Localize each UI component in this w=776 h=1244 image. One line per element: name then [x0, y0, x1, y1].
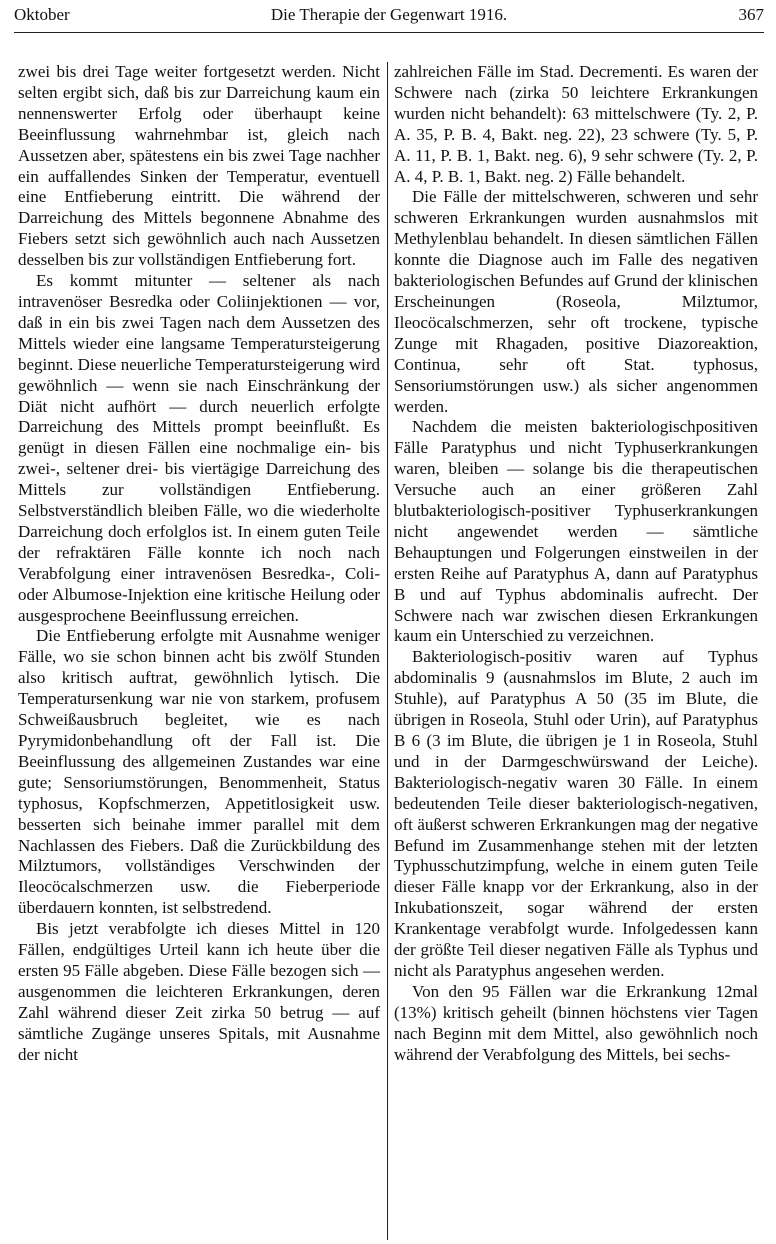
left-column — [18, 62, 380, 1066]
running-header — [14, 4, 764, 30]
right-column — [394, 62, 758, 1066]
paragraph: zwei bis drei Tage weiter fortgesetzt werden. Nicht selten ergibt sich, daß bis zur Darreichung kaum ein nennenswerter Erfolg oder überhaupt keine Beeinflussung wahrnehmbar ist, gleich nach Aussetzen aber, spätestens ein bis zwei Tage nachher ein auffallendes Sinken der Temperatur, eventuell eine Entfieberung eintritt. Die während der Darreichung des Mittels begonnene Abnahme des Fiebers setzt sich gewöhnlich auch nach Aussetzen desselben bis zur vollständigen Entfieberung fort. — [18, 62, 380, 270]
paragraph: Es kommt mitunter — seltener als nach intravenöser Besredka oder Coliinjektionen — vor, daß in ein bis zwei Tagen nach dem Aussetzen des Mittels wieder eine langsame Temperatursteigerung beginnt. Diese neuerliche Temperatursteigerung wird gewöhnlich — wenn sie nach Einschränkung der Diät nicht aufhört — durch neuerlich erfolgte Darreichung des Mittels prompt beeinflußt. Es genügt in diesen Fällen eine nochmalige ein- bis zwei-, seltener drei- bis viertägige Darreichung des Mittels zur vollständigen Entfieberung. Selbstverständlich bleiben Fälle, wo die wiederholte Darreichung doch erfolglos ist. In einem guten Teile der refraktären Fälle konnte ich noch nach Verabfolgung einer intravenösen Besredka-, Coli- oder Albumose-Injektion eine kritische Heilung oder ausgesprochene Beeinflussung erreichen. — [18, 271, 380, 625]
paragraph: Bakteriologisch-positiv waren auf Typhus abdominalis 9 (ausnahmslos im Blute, 2 auch im Stuhle), auf Paratyphus A 50 (35 im Blute, die übrigen in Roseola, Stuhl oder Urin), auf Paratyphus B 6 (3 im Blute, die übrigen je 1 in Roseola, Stuhl und in der Darmgeschwürswand der Leiche). Bakteriologisch-negativ waren 30 Fälle. In einem bedeutenden Teile dieser bakteriologisch-negativen, oft äußerst schweren Erkrankungen mag der negative Befund im Zusammenhange stehen mit der letzten Typhusschutzimpfung, welche in einem guten Teile dieser Fälle knapp vor der Erkrankung, also in der Inkubationszeit, sogar während der ersten Krankentage verabfolgt wurde. Infolgedessen kann der größte Teil dieser negativen Fälle als Typhus und nicht als Paratyphus angesehen werden. — [394, 647, 758, 980]
header-rule — [14, 32, 764, 33]
paragraph: zahlreichen Fälle im Stad. Decrementi. Es waren der Schwere nach (zirka 50 leichtere Erkrankungen wurden nicht behandelt): 63 mittelschwere (Ty. 2, P. A. 35, P. B. 4, Bakt. neg. 22), 23 schwere (Ty. 5, P. A. 11, P. B. 1, Bakt. neg. 6), 9 sehr schwere (Ty. 2, P. A. 4, P. B. 1, Bakt. neg. 2) Fälle behandelt. — [394, 62, 758, 186]
paragraph: Bis jetzt verabfolgte ich dieses Mittel in 120 Fällen, endgültiges Urteil kann ich heute über die ersten 95 Fälle abgeben. Diese Fälle bezogen sich — ausgenommen die leichteren Erkrankungen, deren Zahl während dieser Zeit zirka 50 betrug — auf sämtliche Zugänge unseres Spitals, mit Ausnahme der nicht — [18, 919, 380, 1064]
paragraph: Die Entfieberung erfolgte mit Ausnahme weniger Fälle, wo sie schon binnen acht bis zwölf Stunden also kritisch auftrat, gewöhnlich lytisch. Die Temperatursenkung war nie von starkem, profusem Schweißausbruch begleitet, wie es nach Pyrymidonbehandlung oft der Fall ist. Die Beeinflussung des allgemeinen Zustandes war eine gute; Sensoriumstörungen, Benommenheit, Status typhosus, Kopfschmerzen, Appetitlosigkeit usw. besserten sich beinahe immer parallel mit dem Nachlassen des Fiebers. Daß die Zurückbildung des Milztumors, vollständiges Verschwinden der Ileocöcalschmerzen usw. die Fieberperiode überdauern konnten, ist selbstredend. — [18, 626, 380, 918]
column-divider — [387, 62, 388, 1240]
paragraph: Die Fälle der mittelschweren, schweren und sehr schweren Erkrankungen wurden ausnahmslos mit Methylenblau behandelt. In diesen sämtlichen Fällen konnte die Diagnose auch im Falle des negativen bakteriologischen Befundes auf Grund der klinischen Erscheinungen (Roseola, Milztumor, Ileocöcalschmerzen, sehr oft trockene, typische Zunge mit Rhagaden, positive Diazoreaktion, Continua, sehr oft Stat. typhosus, Sensoriumstörungen usw.) als sicher angenommen werden. — [394, 187, 758, 416]
header-month: Oktober — [14, 5, 70, 24]
paragraph: Nachdem die meisten bakteriologischpositiven Fälle Paratyphus und nicht Typhuserkrankungen waren, bleiben — solange bis die therapeutischen Versuche auch an einer größeren Zahl blutbakteriologisch-positiver Typhuserkrankungen nicht angewendet werden — sämtliche Behauptungen und Folgerungen einstweilen in der ersten Reihe auf Paratyphus A, dann auf Paratyphus B und auf Typhus abdominalis aufrecht. Der Schwere nach war zwischen diesen Erkrankungen kaum ein Unterschied zu verzeichnen. — [394, 417, 758, 646]
paragraph: Von den 95 Fällen war die Erkrankung 12mal (13%) kritisch geheilt (binnen höchstens vier Tagen nach Beginn mit dem Mittel, also gewöhnlich noch während der Verabfolgung des Mittels, bei sechs- — [394, 981, 758, 1064]
header-page-number: 367 — [738, 5, 764, 24]
header-journal-title: Die Therapie der Gegenwart 1916. — [270, 5, 508, 24]
